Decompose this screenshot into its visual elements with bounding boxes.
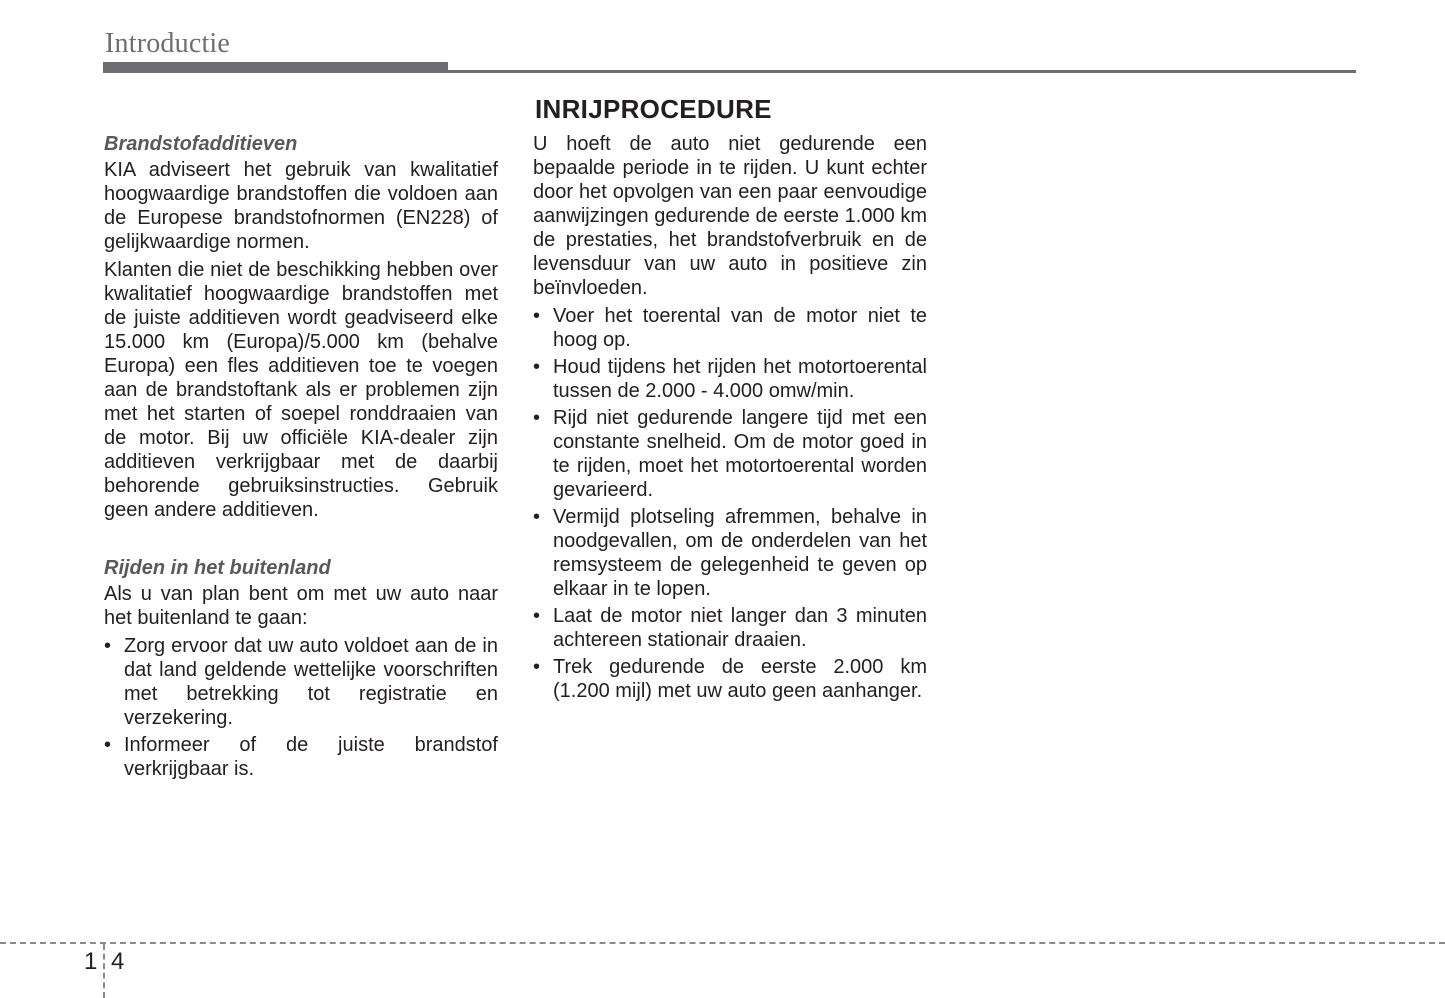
driving-abroad-heading: Rijden in het buitenland bbox=[104, 557, 331, 579]
header-rule-thin bbox=[103, 70, 1356, 73]
footer-dashed-divider bbox=[103, 944, 105, 998]
driving-abroad-intro: Als u van plan bent om met uw auto naar het buitenland te gaan: bbox=[104, 583, 498, 629]
break-in-list bbox=[533, 304, 927, 703]
fuel-additives-paragraph-2: Klanten die niet de beschikking hebben over kwalitatief hoogwaardige brandstoffen met de juiste additieven wordt geadviseerd elke 15.000 km (Europa)/5.000 km (behalve Europa) een fles additieven toe te voegen aan de brandstoftank als er problemen zijn met het starten of soepel ronddraaien van de motor. Bij uw officiële KIA-dealer zijn additieven verkrijgbaar met de daarbij behorende gebruiksinstructies. Gebruik geen andere additieven. bbox=[104, 259, 498, 521]
bullet-icon: • bbox=[533, 356, 541, 378]
list-item-text: Vermijd plotseling afremmen, behalve in noodgevallen, om de onderdelen van het remsysteem de gelegenheid te geven op elkaar in te lopen. bbox=[553, 506, 927, 600]
section-spacer bbox=[104, 526, 498, 556]
list-item bbox=[533, 505, 927, 601]
bullet-icon: • bbox=[533, 305, 541, 327]
list-item-text: Trek gedurende de eerste 2.000 km (1.200 mijl) met uw auto geen aanhanger. bbox=[553, 656, 927, 702]
page-number: 4 bbox=[111, 948, 125, 975]
bullet-icon: • bbox=[533, 407, 541, 429]
list-item-text: Houd tijdens het rijden het motortoerental tussen de 2.000 - 4.000 omw/min. bbox=[553, 356, 927, 402]
right-column bbox=[533, 132, 927, 706]
list-item-text: Informeer of de juiste brandstof verkrijgbaar is. bbox=[124, 734, 498, 780]
driving-abroad-list bbox=[104, 634, 498, 781]
list-item bbox=[533, 604, 927, 652]
list-item bbox=[533, 406, 927, 502]
list-item-text: Voer het toerental van de motor niet te hoog op. bbox=[553, 305, 927, 351]
page-header-title: Introductie bbox=[105, 28, 231, 59]
list-item bbox=[104, 733, 498, 781]
list-item bbox=[533, 655, 927, 703]
footer-dashed-rule bbox=[0, 942, 1445, 944]
list-item-text: Laat de motor niet langer dan 3 minuten achtereen stationair draaien. bbox=[553, 605, 927, 651]
list-item-text: Rijd niet gedurende langere tijd met een constante snelheid. Om de motor goed in te rijden, moet het motortoerental worden gevarieerd. bbox=[553, 407, 927, 501]
list-item bbox=[104, 634, 498, 730]
list-item-text: Zorg ervoor dat uw auto voldoet aan de in dat land geldende wettelijke voorschriften met betrekking tot registratie en verzekering. bbox=[124, 635, 498, 729]
fuel-additives-paragraph-1: KIA adviseert het gebruik van kwalitatief hoogwaardige brandstoffen die voldoen aan de Europese brandstofnormen (EN228) of gelijkwaardige normen. bbox=[104, 159, 498, 253]
bullet-icon: • bbox=[533, 605, 541, 627]
break-in-heading: INRIJPROCEDURE bbox=[535, 94, 772, 124]
left-column bbox=[104, 132, 498, 784]
bullet-icon: • bbox=[533, 506, 541, 528]
bullet-icon: • bbox=[104, 635, 112, 657]
bullet-icon: • bbox=[533, 656, 541, 678]
list-item bbox=[533, 304, 927, 352]
break-in-intro: U hoeft de auto niet gedurende een bepaalde periode in te rijden. U kunt echter door het opvolgen van een paar eenvoudige aanwijzingen gedurende de eerste 1.000 km de prestaties, het brandstofverbruik en de levensduur van uw auto in positieve zin beïnvloeden. bbox=[533, 133, 927, 299]
list-item bbox=[533, 355, 927, 403]
bullet-icon: • bbox=[104, 734, 112, 756]
fuel-additives-heading: Brandstofadditieven bbox=[104, 133, 298, 155]
chapter-number: 1 bbox=[84, 948, 98, 975]
